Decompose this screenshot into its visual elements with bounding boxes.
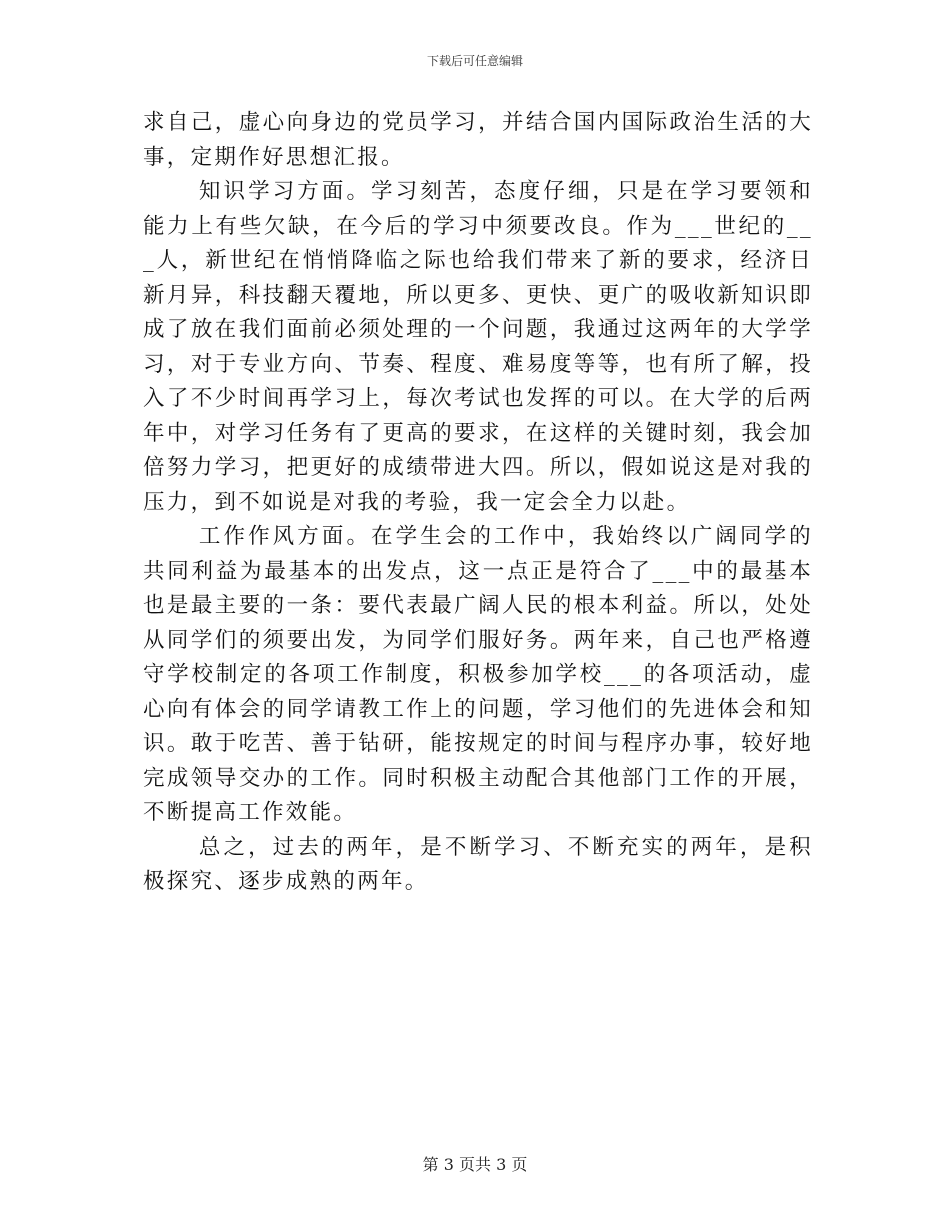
page-number-footer: 第 3 页共 3 页 xyxy=(422,1155,528,1174)
paragraph-summary: 总之，过去的两年，是不断学习、不断充实的两年，是积极探究、逐步成熟的两年。 xyxy=(143,834,813,894)
document-body xyxy=(143,106,813,900)
page-header: 下载后可任意编辑 xyxy=(426,54,523,68)
paragraph-work-style: 工作作风方面。在学生会的工作中，我始终以广阔同学的共同利益为最基本的出发点，这一点正是符合了___中的最基本也是最主要的一条：要代表最广阔人民的根本利益。所以，处处从同学们的须要出发，为同学们服好务。两年来，自己也严格遵守学校制定的各项工作制度，积极参加学校___的各项活动，虚心向有体会的同学请教工作上的问题，学习他们的先进体会和知识。敢于吃苦、善于钻研，能按规定的时间与程序办事，较好地完成领导交办的工作。同时积极主动配合其他部门工作的开展，不断提高工作效能。 xyxy=(143,524,813,825)
paragraph-knowledge-study: 知识学习方面。学习刻苦，态度仔细，只是在学习要领和能力上有些欠缺，在今后的学习中须要改良。作为___世纪的___人，新世纪在悄悄降临之际也给我们带来了新的要求，经济日新月异，科技翻天覆地，所以更多、更快、更广的吸收新知识即成了放在我们面前必须处理的一个问题，我通过这两年的大学学习，对于专业方向、节奏、程度、难易度等等，也有所了解，投入了不少时间再学习上，每次考试也发挥的可以。在大学的后两年中，对学习任务有了更高的要求，在这样的关键时刻，我会加倍努力学习，把更好的成绩带进大四。所以，假如说这是对我的压力，到不如说是对我的考验，我一定会全力以赴。 xyxy=(143,179,813,515)
paragraph-continuation: 求自己，虚心向身边的党员学习，并结合国内国际政治生活的大事，定期作好思想汇报。 xyxy=(143,110,813,170)
